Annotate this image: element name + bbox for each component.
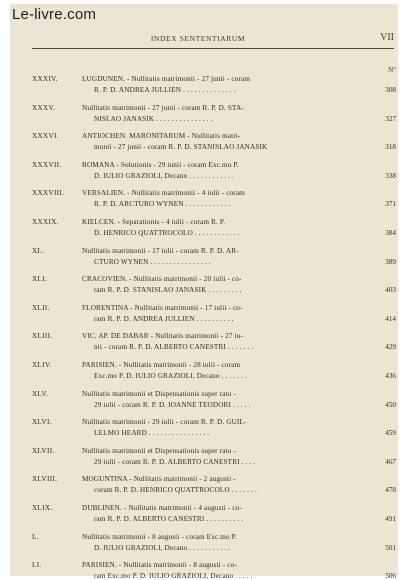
entry-page-number: 436 — [385, 372, 396, 380]
entry-title-line: Nullitatis matrimonii - 27 junii - coram R. P. D. STA- — [82, 104, 244, 112]
entry-page-number: 389 — [385, 258, 396, 266]
entry-detail-line: R. P. D. ARCTURO WYNEN . . . . . . . . . . . . — [94, 200, 231, 208]
entry-detail-line: NISLAO JANASIK . . . . . . . . . . . . . . . — [94, 115, 213, 123]
entry-detail-line: R. P. D. ANDREA JULLIEN . . . . . . . . . . . . . . — [94, 86, 236, 94]
entry-number: XXXVIII. — [32, 189, 65, 197]
entry-detail-line: D. IULIO GRAZIOLI, Decano . . . . . . . . . . . . — [94, 172, 235, 180]
entry-detail-line: CTURO WYNEN . . . . . . . . . . . . . . . . — [94, 258, 211, 266]
entry-title-line: ROMANA - Solutionis - 29 iunii - coram Exc.mo P. — [82, 161, 239, 169]
entry-page-number: 491 — [385, 515, 396, 523]
entry-page-number: 327 — [385, 115, 396, 123]
entry-page-number: 506 — [385, 572, 396, 580]
entry-number: XXXV. — [32, 104, 56, 112]
entry-title-line: Nullitatis matrimonii et Dispensationis super rato - — [82, 390, 236, 398]
entry-number: XLV. — [32, 390, 49, 398]
entry-number: XLI. — [32, 275, 47, 283]
entry-detail-line: D. IULIO GRAZIOLI, Decano . . . . . . . . . . . — [94, 544, 231, 552]
page-number: VII — [380, 32, 394, 43]
entry-detail-line: 29 iulii - coram R. P. D. IOANNE TEODORI . . . . . — [94, 401, 251, 409]
entry-title-line: FLORENTINA - Nullitatis matrimonii - 17 iulii - co- — [82, 304, 243, 312]
header-rule — [32, 48, 394, 49]
entry-number: XLIV. — [32, 361, 52, 369]
entry-number: L. — [32, 533, 39, 541]
entry-number: XLVI. — [32, 418, 52, 426]
entry-number: XLIII. — [32, 332, 53, 340]
entry-number: XXXIV. — [32, 75, 58, 83]
entry-title-line: ANTIOCHEN. MARONITARUM - Nullitatis matri- — [82, 132, 241, 140]
entry-page-number: 467 — [385, 458, 396, 466]
entry-title-line: VIC. AP. DE DABAR - Nullitatis matrimonii - 27 iu- — [82, 332, 244, 340]
entry-detail-line: LELMO HEARD . . . . . . . . . . . . . . . . — [94, 429, 210, 437]
entry-page-number: 450 — [385, 401, 396, 409]
entry-page-number: 429 — [385, 343, 396, 351]
column-head-number: N° — [388, 66, 396, 74]
entry-title-line: DUBLINEN. - Nullitatis matrimonii - 4 augusti - co- — [82, 504, 242, 512]
entry-number: XLVIII. — [32, 475, 58, 483]
entry-page-number: 384 — [385, 229, 396, 237]
entry-detail-line: ram R. P. D. ANDREA JULLIEN . . . . . . . . . . — [94, 315, 234, 323]
entry-title-line: Nullitatis matrimonii et Dispensationis super rato - — [82, 447, 236, 455]
entry-page-number: 403 — [385, 286, 396, 294]
entry-page-number: 459 — [385, 429, 396, 437]
entry-title-line: PARISIEN. - Nullitatis matrimonii - 8 augusti - co- — [82, 561, 237, 569]
entry-page-number: 318 — [385, 143, 396, 151]
entry-number: XLII. — [32, 304, 50, 312]
entry-page-number: 478 — [385, 486, 396, 494]
entry-detail-line: ram R. P. D. STANISLAO JANASIK . . . . . . . . . — [94, 286, 242, 294]
watermark: Le-livre.com — [12, 6, 97, 23]
entry-title-line: Nullitatis matrimonii - 8 augusti - coram Exc.mo P. — [82, 533, 237, 541]
entry-title-line: PARISIEN. - Nullitatis matrimonii - 28 iulii - coram — [82, 361, 241, 369]
entry-detail-line: ram R. P. D. ALBERTO CANESTRI . . . . . . . . . . — [94, 515, 244, 523]
entry-page-number: 308 — [385, 86, 396, 94]
entry-page-number: 501 — [385, 544, 396, 552]
entry-number: XLIX. — [32, 504, 53, 512]
entry-title-line: LUGDUNEN. - Nullitatis matrimonii - 27 junii - coram — [82, 75, 251, 83]
entry-detail-line: monii - 27 junii - coram R. P. D. STANISLAO JANASIK — [94, 143, 268, 151]
entry-detail-line: 29 iulii - coram R. P. D. ALBERTO CANESTRI . . . . — [94, 458, 256, 466]
entry-title-line: MOGUNTINA - Nullitatis matrimonii - 2 augusti - — [82, 475, 236, 483]
entry-detail-line: coram R. P. D. HENRICO QUATTROCOLO . . . . . . . — [94, 486, 257, 494]
entry-number: XL. — [32, 247, 45, 255]
entry-number: XLVII. — [32, 447, 55, 455]
entry-detail-line: nii - coram R. P. D. ALBERTO CANESTRI . . . . . . . — [94, 343, 254, 351]
entry-number: XXXVI. — [32, 132, 59, 140]
document-page — [10, 4, 398, 580]
entry-title-line: KIELCEN. - Separationis - 4 iulii - coram R. P. — [82, 218, 226, 226]
entry-page-number: 371 — [385, 200, 396, 208]
entry-title-line: VERSALIEN. - Nullitatis matrimonii - 4 iulii - coram — [82, 189, 245, 197]
entry-page-number: 338 — [385, 172, 396, 180]
entry-title-line: Nullitatis matrimonii - 17 iulii - coram R. P. D. AR- — [82, 247, 239, 255]
entry-page-number: 414 — [385, 315, 396, 323]
entry-title-line: CRACOVIEN. - Nullitatis matrimonii - 20 iulii - co- — [82, 275, 242, 283]
entry-title-line: Nullitatis matrimonii - 29 iulii - coram R. P. D. GUIL- — [82, 418, 247, 426]
entry-detail-line: D. HENRICO QUATTROCOLO . . . . . . . . . . . . — [94, 229, 240, 237]
running-head: INDEX SENTENTIARUM — [150, 34, 246, 43]
entry-number: XXXIX. — [32, 218, 59, 226]
entry-detail-line: Exc.mo P. D. IULIO GRAZIOLI, Decano . . . . . . . — [94, 372, 247, 380]
entry-number: LI. — [32, 561, 42, 569]
entry-number: XXXVII. — [32, 161, 62, 169]
entry-detail-line: ram Exc.mo P. D. IULIO GRAZIOLI, Decano . . . . . — [94, 572, 253, 580]
